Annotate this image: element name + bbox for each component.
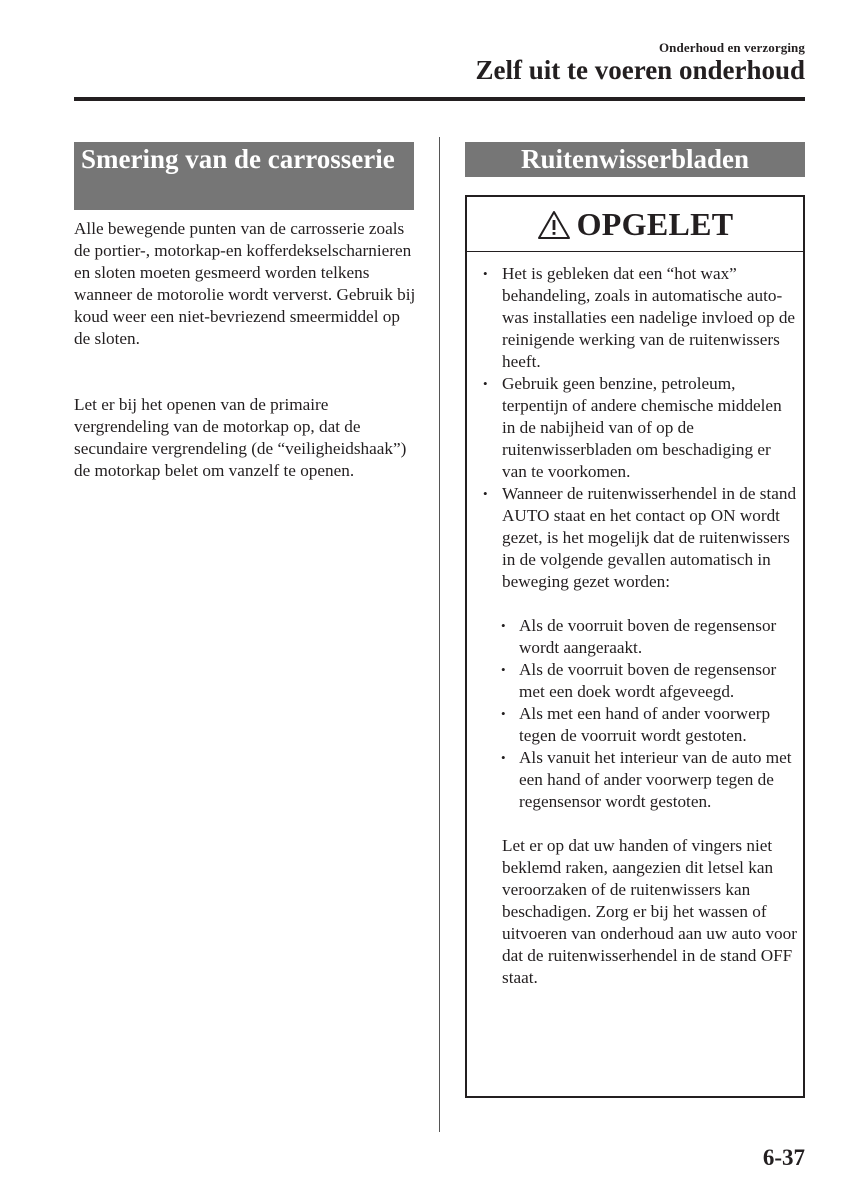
caution-subitem: • Als vanuit het interieur van de auto met een hand of ander voorwerp tegen de regensensor wordt gestoten.: [467, 747, 803, 813]
caution-note: Let er op dat uw handen of vingers niet beklemd raken, aangezien dit letsel kan veroorzaken of de ruitenwissers kan beschadigen. Zorg er bij het wassen of uitvoeren van onderhoud aan uw auto voor dat de ruitenwisserhendel in de stand OFF staat.: [502, 836, 797, 987]
caution-subitem: • Als met een hand of ander voorwerp tegen de voorruit wordt gestoten.: [467, 703, 803, 747]
warning-triangle-icon: [537, 210, 571, 240]
chapter-heading: Onderhoud en verzorging: [658, 40, 805, 55]
lubrication-section-title: Smering van de carrosserie: [74, 142, 414, 210]
caution-list: [467, 263, 803, 593]
caution-label: OPGELET: [576, 205, 734, 242]
caution-sublist: [467, 615, 803, 813]
caution-box: [465, 195, 805, 1098]
caution-subitem: • Als de voorruit boven de regensensor met een doek wordt afgeveegd.: [467, 659, 803, 703]
caution-item: • Wanneer de ruitenwisserhendel in de stand AUTO staat en het contact op ON wordt gezet, is het mogelijk dat de ruitenwissers in de volgende gevallen automatisch in beweging gezet worden:: [467, 483, 803, 593]
caution-body: [467, 252, 803, 989]
caution-item: • Gebruik geen benzine, petroleum, terpentijn of andere chemische middelen in de nabijheid van of op de ruitenwisserbladen om beschadiging er van te voorkomen.: [467, 373, 803, 483]
section-heading: Zelf uit te voeren onderhoud: [475, 55, 805, 85]
caution-item: • Het is gebleken dat een “hot wax” behandeling, zoals in automatische auto-was installaties een nadelige invloed op de reinigende werking van de ruitenwissers heeft.: [467, 263, 803, 373]
caution-header: [467, 197, 803, 252]
header-rule: [74, 97, 805, 101]
hood-latch-paragraph: Let er bij het openen van de primaire vergrendeling van de motorkap op, dat de secundaire vergrendeling (de “veiligheidshaak”) de motorkap belet om vanzelf te openen.: [74, 395, 407, 480]
wiper-blades-section-title: Ruitenwisserbladen: [465, 142, 805, 177]
column-divider: [439, 137, 440, 1132]
caution-subitem: • Als de voorruit boven de regensensor wordt aangeraakt.: [467, 615, 803, 659]
lubrication-paragraph: Alle bewegende punten van de carrosserie zoals de portier-, motorkap-en kofferdekselscharnieren en sloten moeten gesmeerd worden telkens wanneer de motorolie wordt ververst. Gebruik bij koud weer een niet-bevriezend smeermiddel op de sloten.: [74, 219, 416, 348]
page-number: 6-37: [762, 1145, 805, 1170]
